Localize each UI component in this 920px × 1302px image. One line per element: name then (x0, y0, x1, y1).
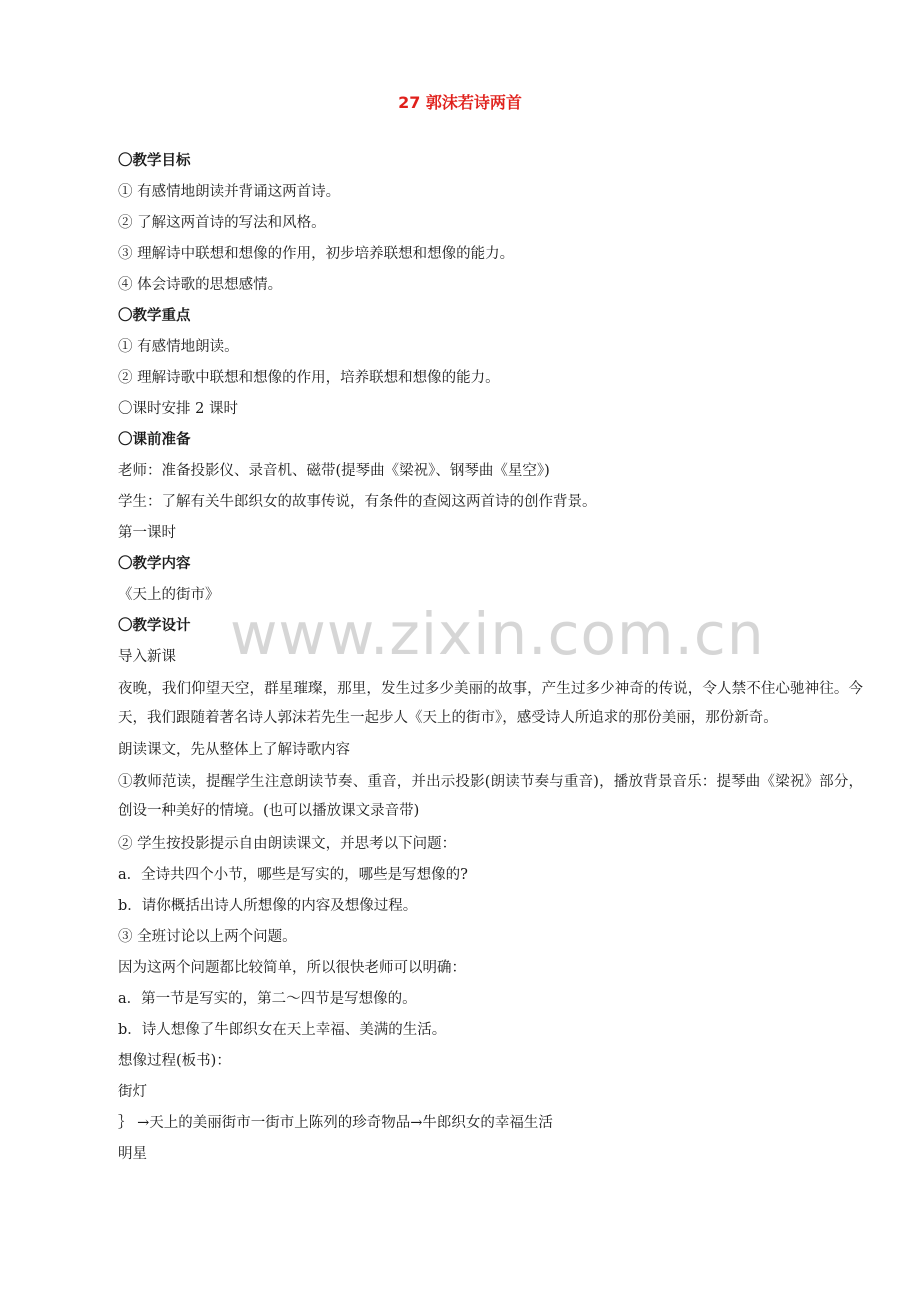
student-preparation: 学生：了解有关牛郎织女的故事传说，有条件的查阅这两首诗的创作背景。 (118, 494, 597, 510)
lesson-label: 第一课时 (118, 525, 176, 541)
board-item-star: 明星 (118, 1146, 147, 1162)
section-heading-design: 〇教学设计 (118, 618, 191, 634)
document-title: 27 郭沫若诗两首 (398, 93, 522, 112)
reading-step-2: ② 学生按投影提示自由朗读课文，并思考以下问题： (118, 836, 457, 852)
clarification-line: 因为这两个问题都比较简单，所以很快老师可以明确： (118, 960, 466, 976)
poem-title: 《天上的街市》 (118, 587, 220, 603)
section-heading-preparation: 〇课前准备 (118, 432, 191, 448)
class-hours-line: 〇课时安排 2 课时 (118, 401, 238, 417)
question-item: b．请你概括出诗人所想像的内容及想像过程。 (118, 898, 418, 914)
section-heading-content: 〇教学内容 (118, 556, 191, 572)
objective-item: ④ 体会诗歌的思想感情。 (118, 277, 283, 293)
intro-paragraph (118, 675, 863, 732)
objective-item: ② 了解这两首诗的写法和风格。 (118, 215, 326, 231)
watermark: www.zixin.com.cn (230, 600, 765, 668)
objective-item: ③ 理解诗中联想和想像的作用，初步培养联想和想像的能力。 (118, 246, 515, 262)
board-writing-heading: 想像过程(板书)： (118, 1053, 231, 1069)
intro-paragraph-text: 夜晚，我们仰望天空，群星璀璨，那里，发生过多少美丽的故事，产生过多少神奇的传说，令人禁不住心驰神往。今天，我们跟随着著名诗人郭沫若先生一起步人《天上的街市》，感受诗人所追求的那份美丽，那份新奇。 (118, 681, 863, 726)
section-heading-key-points: 〇教学重点 (118, 308, 191, 324)
question-item: a．全诗共四个小节，哪些是写实的，哪些是写想像的? (118, 867, 468, 883)
document-body (118, 146, 863, 1170)
reading-heading: 朗读课文，先从整体上了解诗歌内容 (118, 742, 350, 758)
teacher-preparation: 老师：准备投影仪、录音机、磁带(提琴曲《梁祝》、钢琴曲《星空》) (118, 463, 550, 479)
section-heading-objectives: 〇教学目标 (118, 153, 191, 169)
intro-heading: 导入新课 (118, 649, 176, 665)
objective-item: ① 有感情地朗读并背诵这两首诗。 (118, 184, 341, 200)
answer-item: a．第一节是写实的，第二～四节是写想像的。 (118, 991, 417, 1007)
board-item-streetlight: 街灯 (118, 1084, 147, 1100)
answer-item: b．诗人想像了牛郎织女在天上幸福、美满的生活。 (118, 1022, 447, 1038)
key-point-item: ① 有感情地朗读。 (118, 339, 239, 355)
board-imagination-chain: ｝ →天上的美丽街市一街市上陈列的珍奇物品→牛郎织女的幸福生活 (118, 1115, 553, 1131)
reading-step-3: ③ 全班讨论以上两个问题。 (118, 929, 297, 945)
reading-step-1-text: ①教师范读，提醒学生注意朗读节奏、重音，并出示投影(朗读节奏与重音)，播放背景音乐：提琴曲《梁祝》部分，创设一种美好的情境。(也可以播放课文录音带) (118, 774, 863, 819)
key-point-item: ② 理解诗歌中联想和想像的作用，培养联想和想像的能力。 (118, 370, 500, 386)
reading-step-1 (118, 768, 863, 825)
